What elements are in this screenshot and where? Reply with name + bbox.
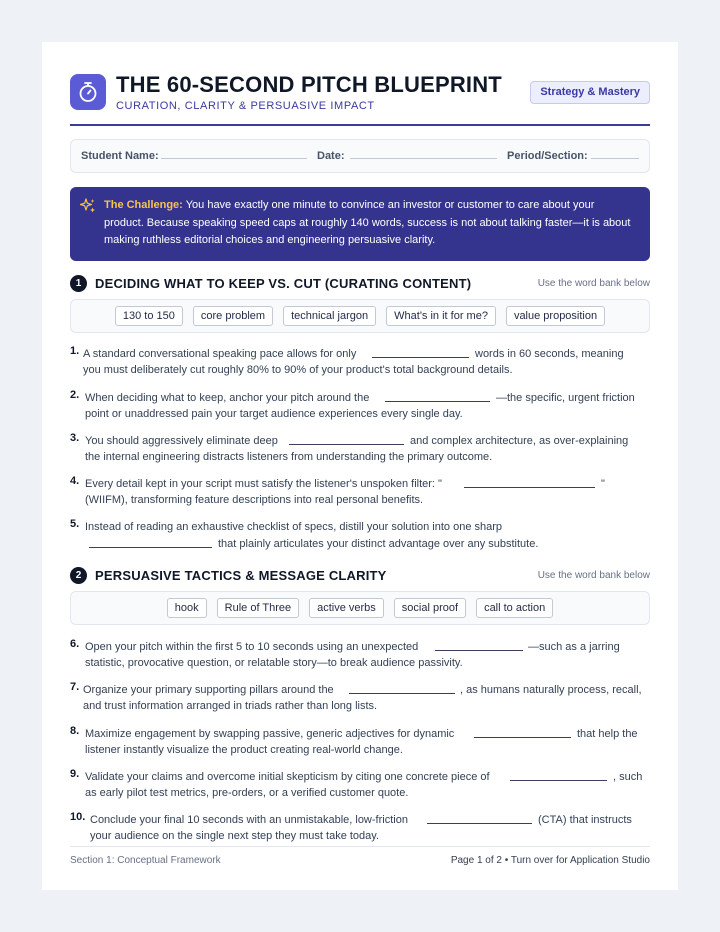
question-text: and complex architecture, as over-explaining: [410, 435, 629, 447]
page-title: THE 60-SECOND PITCH BLUEPRINT: [116, 72, 502, 97]
section-title: PERSUASIVE TACTICS & MESSAGE CLARITY: [95, 568, 387, 583]
word-bank-chip: core problem: [193, 306, 273, 326]
section-2-header: [70, 566, 650, 586]
footer: [70, 846, 650, 866]
question-text: that plainly articulates your distinct advantage over any substitute.: [218, 538, 539, 550]
question-text: statistic, provocative question, or relatable story—to break audience passivity.: [85, 657, 463, 669]
question-text: your audience on the single next step they must take today.: [90, 830, 380, 842]
footer-page-info: Page 1 of 2 • Turn over for Application Studio: [450, 855, 650, 866]
question-text: A standard conversational speaking pace allows for only: [83, 348, 357, 360]
page-subtitle: CURATION, CLARITY & PERSUASIVE IMPACT: [116, 100, 375, 112]
date-field[interactable]: [350, 158, 497, 159]
section-1-header: [70, 274, 650, 294]
question-text: Organize your primary supporting pillars around the: [83, 684, 334, 696]
word-bank-chip: call to action: [476, 598, 553, 618]
answer-blank[interactable]: [510, 780, 607, 781]
question-number: 6.: [70, 638, 80, 650]
period-label: Period/Section:: [507, 150, 588, 162]
word-bank-chip: hook: [167, 598, 207, 618]
question-text: When deciding what to keep, anchor your pitch around the: [85, 392, 370, 404]
footer-section-label: Section 1: Conceptual Framework: [70, 855, 221, 866]
stopwatch-icon: [70, 74, 106, 110]
question-number: 1.: [70, 345, 80, 357]
question-number: 10.: [70, 811, 86, 823]
question-text: Every detail kept in your script must satisfy the listener's unspoken filter: ": [85, 478, 442, 490]
answer-blank[interactable]: [435, 650, 523, 651]
question-text: you must deliberately cut roughly 80% to 90% of your product's total background details.: [83, 364, 513, 376]
word-bank-1: [70, 299, 650, 333]
challenge-body: You have exactly one minute to convince an investor or customer to care about your product. Because speaking speed caps at roughly 140 words, success is not about talking faster—it is about making ruthless editorial choices and engineering persuasive clarity.: [104, 199, 631, 246]
question-text: the internal engineering distracts listeners from understanding the primary outcome.: [85, 451, 493, 463]
question-number: 4.: [70, 475, 80, 487]
question-text: Instead of reading an exhaustive checklist of specs, distill your solution into one sharp: [85, 521, 503, 533]
answer-blank[interactable]: [385, 401, 490, 402]
question-text: that help the: [577, 728, 638, 740]
question-item: [70, 727, 650, 763]
answer-blank[interactable]: [372, 357, 469, 358]
question-number: 5.: [70, 518, 80, 530]
answer-blank[interactable]: [427, 823, 532, 824]
section-number-badge: 1: [70, 275, 87, 292]
answer-blank[interactable]: [349, 693, 455, 694]
answer-blank[interactable]: [474, 737, 571, 738]
challenge-label: The Challenge:: [104, 199, 183, 211]
sparkle-icon: [80, 198, 96, 214]
question-text: Conclude your final 10 seconds with an unmistakable, low-friction: [90, 814, 408, 826]
word-bank-chip: value proposition: [506, 306, 605, 326]
question-text: and trust information arranged in triads rather than long lists.: [83, 700, 378, 712]
question-number: 2.: [70, 389, 80, 401]
word-bank-chip: technical jargon: [283, 306, 376, 326]
word-bank-chip: What's in it for me?: [386, 306, 496, 326]
question-item: [70, 683, 650, 719]
question-text: , such: [613, 771, 643, 783]
question-number: 8.: [70, 725, 80, 737]
date-label: Date:: [317, 150, 345, 162]
header: [70, 72, 650, 126]
answer-blank[interactable]: [89, 547, 212, 548]
question-item: [70, 640, 650, 676]
question-item: [70, 434, 650, 470]
question-item: [70, 770, 650, 806]
answer-blank[interactable]: [464, 487, 595, 488]
section-note: Use the word bank below: [537, 278, 650, 289]
question-text: point or unaddressed pain your target audience experiences every single day.: [85, 408, 463, 420]
question-item: [70, 391, 650, 427]
word-bank-chip: 130 to 150: [115, 306, 183, 326]
question-text: words in 60 seconds, meaning: [475, 348, 624, 360]
word-bank-chip: Rule of Three: [217, 598, 299, 618]
question-number: 3.: [70, 432, 80, 444]
level-badge: Strategy & Mastery: [530, 81, 650, 104]
question-text: listener instantly visualize the product creating real-world change.: [85, 744, 403, 756]
answer-blank[interactable]: [289, 444, 404, 445]
question-item: [70, 813, 650, 849]
question-item: [70, 347, 650, 383]
section-note: Use the word bank below: [537, 570, 650, 581]
period-field[interactable]: [591, 158, 639, 159]
question-item: [70, 520, 650, 556]
student-name-label: Student Name:: [81, 150, 159, 162]
question-item: [70, 477, 650, 513]
question-text: Open your pitch within the first 5 to 10 seconds using an unexpected: [85, 641, 419, 653]
word-bank-chip: active verbs: [309, 598, 384, 618]
question-text: Validate your claims and overcome initial skepticism by citing one concrete piece of: [85, 771, 490, 783]
question-text: , as humans naturally process, recall,: [460, 684, 642, 696]
section-title: DECIDING WHAT TO KEEP VS. CUT (CURATING CONTENT): [95, 276, 472, 291]
question-text: You should aggressively eliminate deep: [85, 435, 278, 447]
student-info-box: [70, 139, 650, 173]
question-text: (CTA) that instructs: [538, 814, 632, 826]
challenge-text: [104, 197, 634, 250]
word-bank-chip: social proof: [394, 598, 466, 618]
worksheet-page: [42, 42, 678, 890]
question-text: —the specific, urgent friction: [496, 392, 635, 404]
challenge-box: [70, 187, 650, 261]
question-text: as early pilot test metrics, pre-orders, or a verified customer quote.: [85, 787, 409, 799]
question-text: —such as a jarring: [528, 641, 620, 653]
question-text: ": [601, 478, 605, 490]
question-number: 9.: [70, 768, 80, 780]
question-number: 7.: [70, 681, 80, 693]
question-text: Maximize engagement by swapping passive, generic adjectives for dynamic: [85, 728, 455, 740]
word-bank-2: [70, 591, 650, 625]
student-name-field[interactable]: [161, 158, 307, 159]
section-number-badge: 2: [70, 567, 87, 584]
question-text: (WIIFM), transforming feature descriptions into real personal benefits.: [85, 494, 424, 506]
